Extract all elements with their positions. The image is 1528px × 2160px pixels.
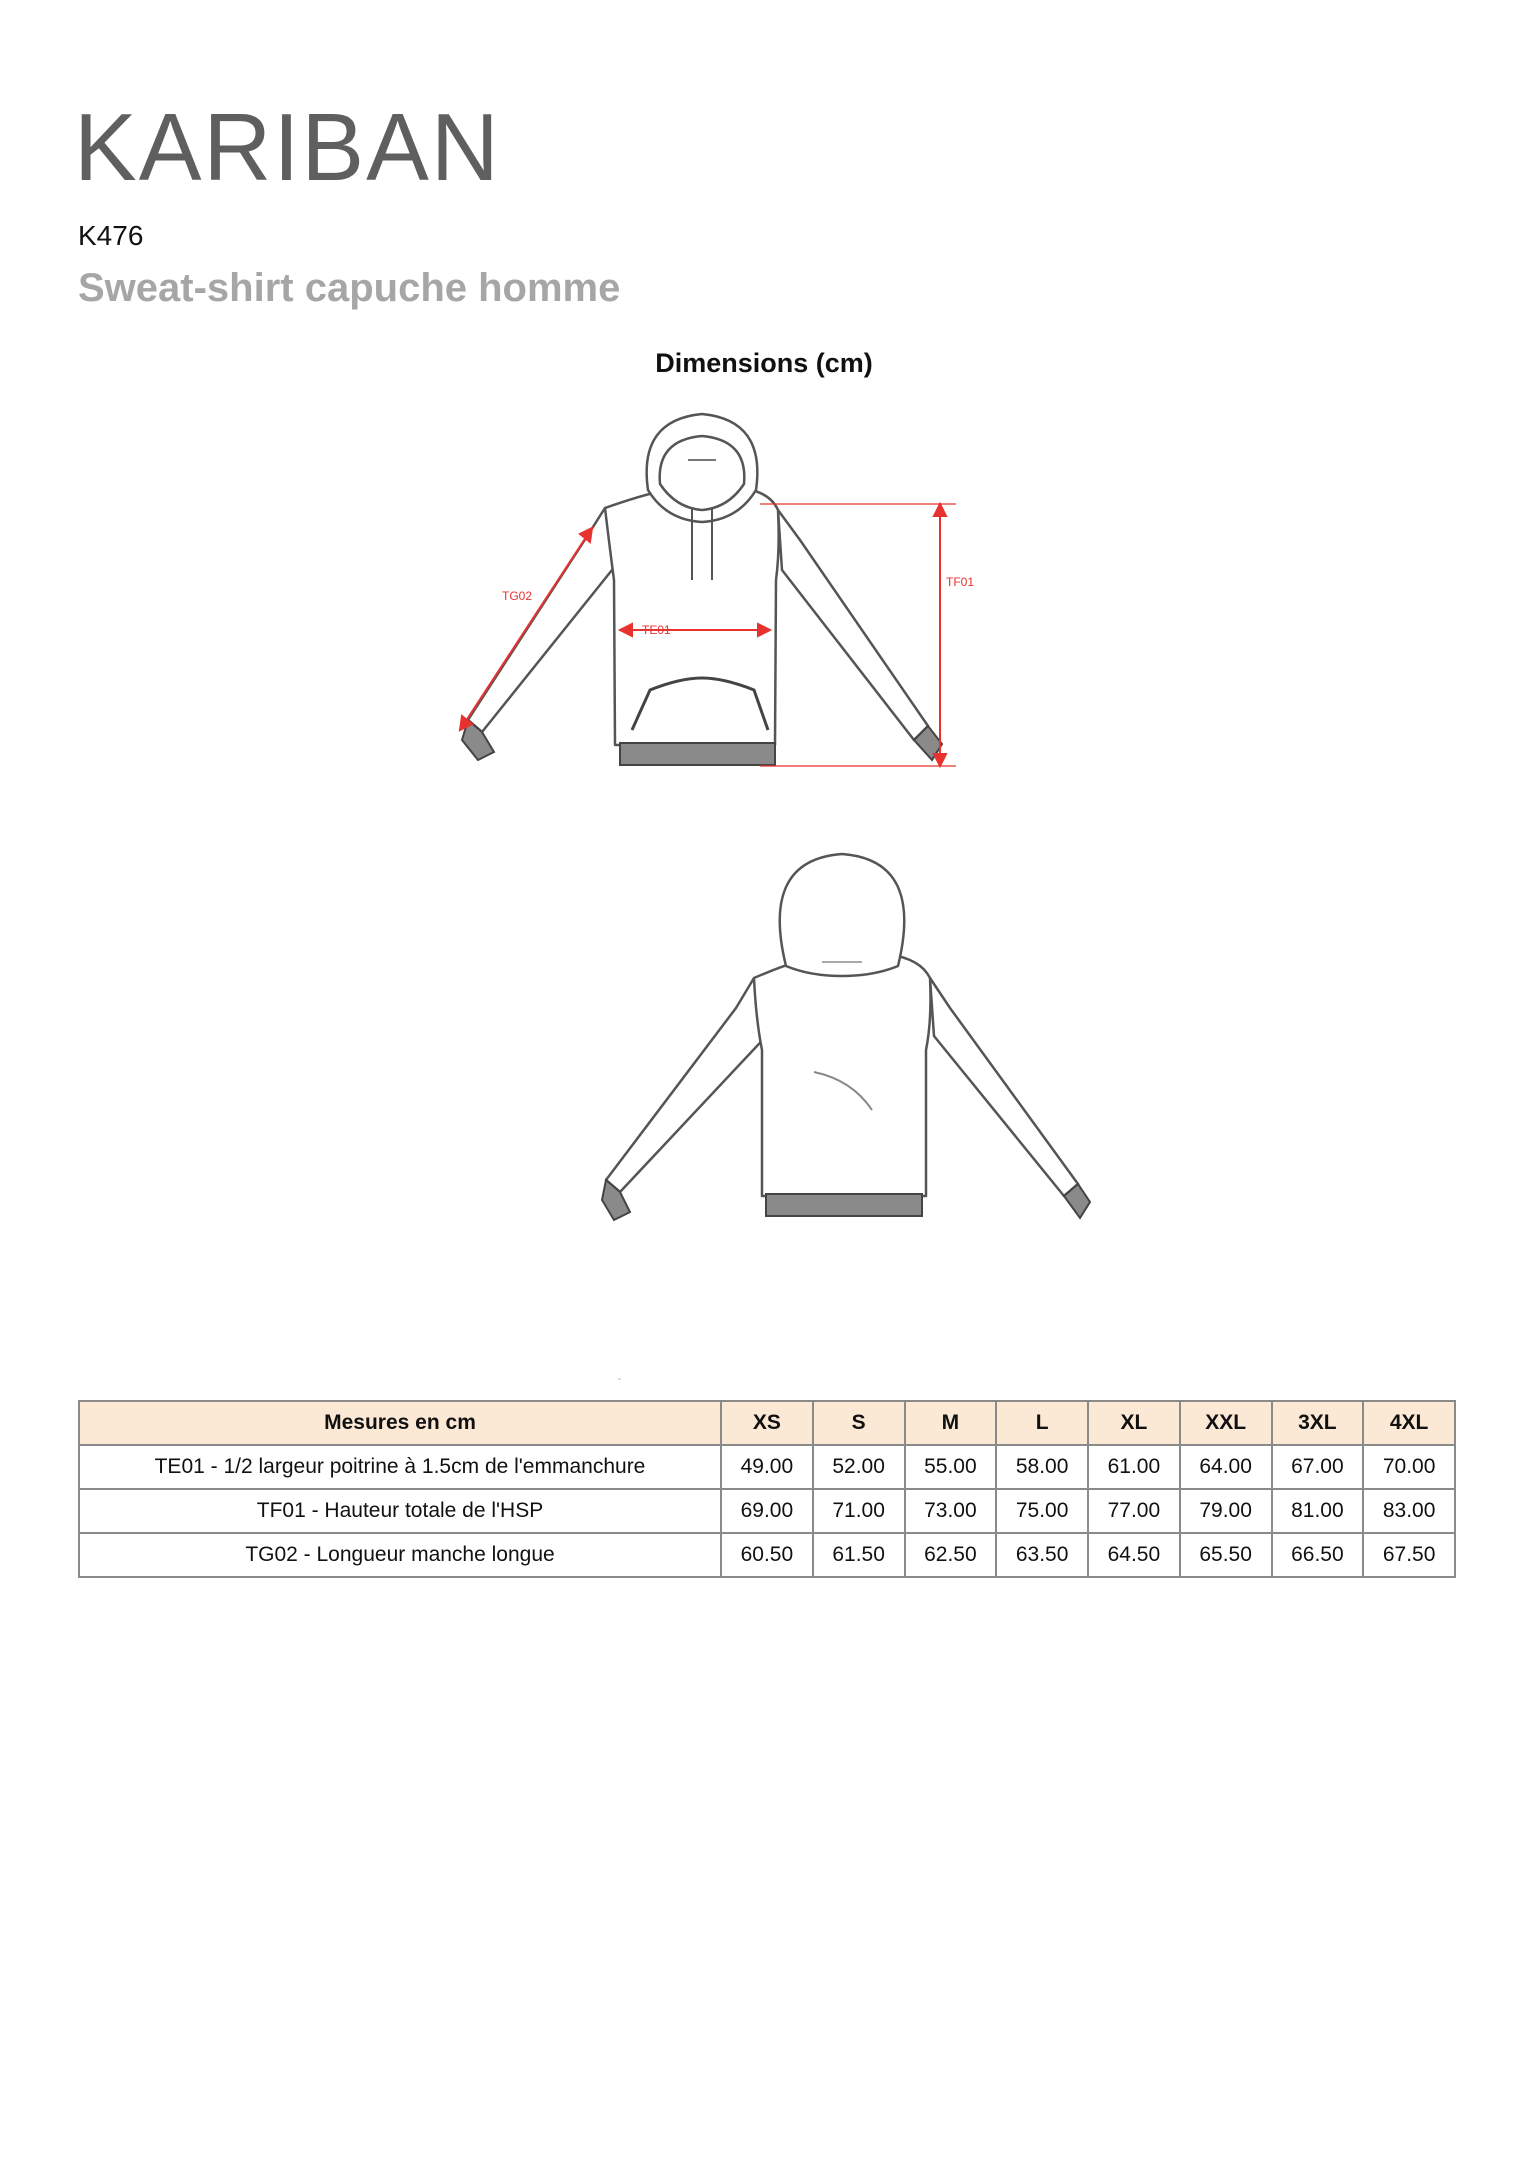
header-size-xl: XL <box>1088 1401 1180 1445</box>
header-size-m: M <box>905 1401 997 1445</box>
header-size-xs: XS <box>721 1401 813 1445</box>
table-cell: 77.00 <box>1088 1489 1180 1533</box>
hoodie-front-diagram <box>420 400 1000 800</box>
te01-label: TE01 <box>642 623 671 637</box>
product-name: Sweat-shirt capuche homme <box>78 266 621 310</box>
header-size-3xl: 3XL <box>1272 1401 1364 1445</box>
table-cell: 65.50 <box>1180 1533 1272 1577</box>
table-row <box>79 1489 1455 1533</box>
table-cell: 71.00 <box>813 1489 905 1533</box>
brand-logo: KARIBAN <box>74 94 501 201</box>
measure-label: TF01 - Hauteur totale de l'HSP <box>79 1489 721 1533</box>
header-measure: Mesures en cm <box>79 1401 721 1445</box>
header-size-s: S <box>813 1401 905 1445</box>
table-cell: 81.00 <box>1272 1489 1364 1533</box>
table-cell: 67.50 <box>1363 1533 1455 1577</box>
table-cell: 69.00 <box>721 1489 813 1533</box>
measure-label: TE01 - 1/2 largeur poitrine à 1.5cm de l'emmanchure <box>79 1445 721 1489</box>
table-cell: 60.50 <box>721 1533 813 1577</box>
size-table-header <box>79 1401 1455 1445</box>
size-table <box>78 1400 1456 1578</box>
measure-label: TG02 - Longueur manche longue <box>79 1533 721 1577</box>
table-row <box>79 1445 1455 1489</box>
table-cell: 61.00 <box>1088 1445 1180 1489</box>
table-cell: 52.00 <box>813 1445 905 1489</box>
product-reference: K476 <box>78 220 144 251</box>
table-cell: 66.50 <box>1272 1533 1364 1577</box>
header-size-l: L <box>996 1401 1088 1445</box>
header-size-4xl: 4XL <box>1363 1401 1455 1445</box>
table-cell: 70.00 <box>1363 1445 1455 1489</box>
tg02-label: TG02 <box>502 589 533 603</box>
table-cell: 67.00 <box>1272 1445 1364 1489</box>
table-cell: 75.00 <box>996 1489 1088 1533</box>
tf01-label: TF01 <box>946 575 975 589</box>
table-cell: 64.50 <box>1088 1533 1180 1577</box>
table-cell: 49.00 <box>721 1445 813 1489</box>
table-cell: 73.00 <box>905 1489 997 1533</box>
table-cell: 58.00 <box>996 1445 1088 1489</box>
header-size-xxl: XXL <box>1180 1401 1272 1445</box>
hoodie-back-diagram <box>590 840 1110 1240</box>
dimensions-title: Dimensions (cm) <box>655 348 873 378</box>
table-cell: 79.00 <box>1180 1489 1272 1533</box>
table-cell: 63.50 <box>996 1533 1088 1577</box>
table-cell: 55.00 <box>905 1445 997 1489</box>
table-cell: 62.50 <box>905 1533 997 1577</box>
table-cell: 64.00 <box>1180 1445 1272 1489</box>
table-cell: 61.50 <box>813 1533 905 1577</box>
table-cell: 83.00 <box>1363 1489 1455 1533</box>
table-row <box>79 1533 1455 1577</box>
decorative-dot <box>618 1378 621 1380</box>
